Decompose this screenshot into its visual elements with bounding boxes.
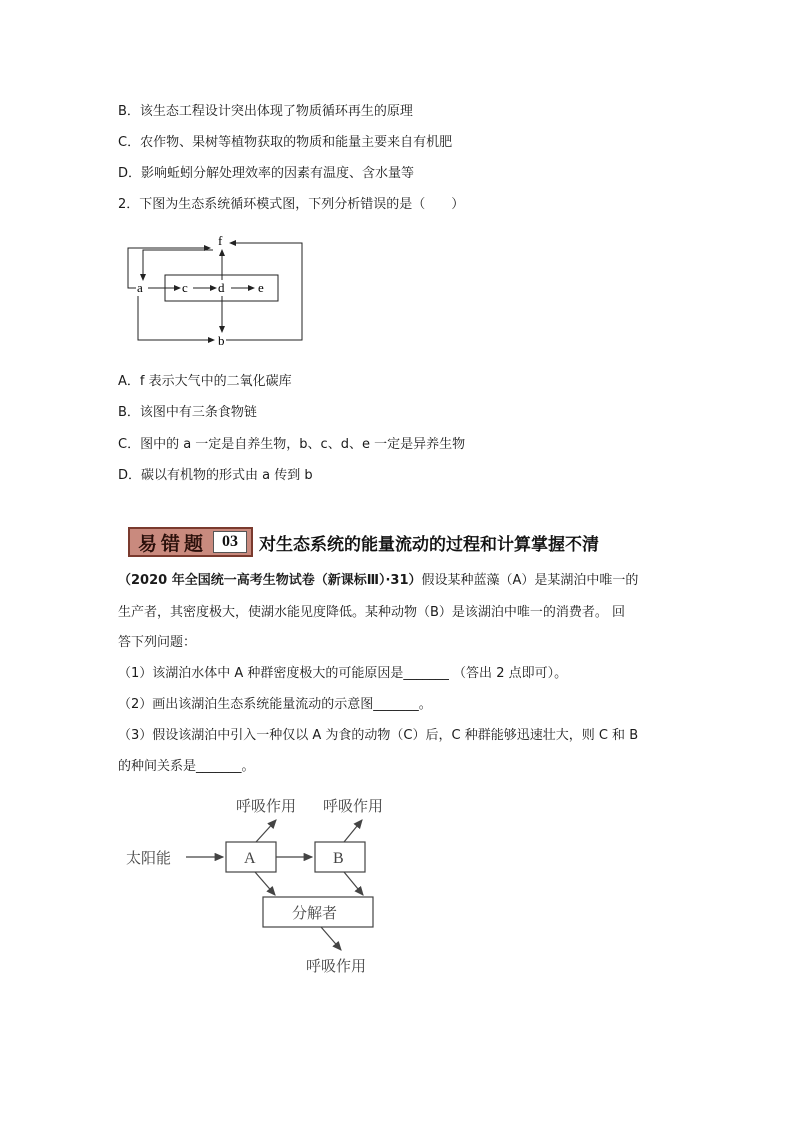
q1-option-c: C．农作物、果树等植物获取的物质和能量主要来自有机肥 bbox=[118, 135, 453, 150]
node-e: e bbox=[258, 280, 264, 295]
q3-stem-line2: 生产者，其密度极大，使湖水能见度降低。某种动物（B）是该湖泊中唯一的消费者。 回 bbox=[118, 605, 626, 620]
resp-a-label: 呼吸作用 bbox=[236, 799, 297, 815]
decomposer-label: 分解者 bbox=[292, 906, 338, 922]
q2-stem: 2．下图为生态系统循环模式图，下列分析错误的是（ ） bbox=[118, 197, 465, 212]
section-number: 03 bbox=[213, 531, 247, 553]
box-b-label: B bbox=[333, 850, 344, 867]
q3-stem-line3: 答下列问题： bbox=[118, 635, 197, 650]
node-a: a bbox=[137, 280, 143, 295]
q3-source: （2020 年全国统一高考生物试卷（新课标Ⅲ）·31） bbox=[118, 573, 422, 588]
section-badge bbox=[128, 527, 253, 557]
q3-sub1: （1）该湖泊水体中 A 种群密度极大的可能原因是_______ （答出 2 点即可）。 bbox=[118, 666, 568, 681]
node-d: d bbox=[218, 280, 225, 295]
section-title: 对生态系统的能量流动的过程和计算掌握不清 bbox=[259, 534, 600, 555]
resp-decomposer-label: 呼吸作用 bbox=[306, 959, 367, 975]
q3-stem-line1: 假设某种蓝藻（A）是某湖泊中唯一的 bbox=[421, 573, 639, 588]
node-b: b bbox=[218, 333, 225, 348]
q3-sub3-line1: （3）假设该湖泊中引入一种仅以 A 为食的动物（C）后，C 种群能够迅速壮大，则 C 和 B bbox=[118, 728, 639, 743]
energy-flow-diagram bbox=[118, 795, 408, 980]
q2-option-b: B．该图中有三条食物链 bbox=[118, 405, 257, 420]
q2-option-d: D．碳以有机物的形式由 a 传到 b bbox=[118, 468, 313, 483]
node-c: c bbox=[182, 280, 188, 295]
q3-sub2: （2）画出该湖泊生态系统能量流动的示意图_______。 bbox=[118, 697, 432, 712]
q3-sub3-line2: 的种间关系是_______。 bbox=[118, 759, 255, 774]
section-badge-label: 易错题 bbox=[138, 532, 208, 555]
q1-option-b: B．该生态工程设计突出体现了物质循环再生的原理 bbox=[118, 104, 413, 119]
carbon-cycle-diagram bbox=[118, 228, 318, 350]
sun-label: 太阳能 bbox=[126, 851, 172, 867]
node-f: f bbox=[218, 233, 223, 248]
q2-option-a: A．f 表示大气中的二氧化碳库 bbox=[118, 374, 292, 389]
box-a-label: A bbox=[244, 850, 256, 867]
q3-first-line bbox=[118, 572, 638, 590]
q2-option-c: C．图中的 a 一定是自养生物，b、c、d、e 一定是异养生物 bbox=[118, 437, 466, 452]
section-header bbox=[128, 526, 599, 558]
q1-option-d: D．影响蚯蚓分解处理效率的因素有温度、含水量等 bbox=[118, 166, 415, 181]
resp-b-label: 呼吸作用 bbox=[323, 799, 384, 815]
